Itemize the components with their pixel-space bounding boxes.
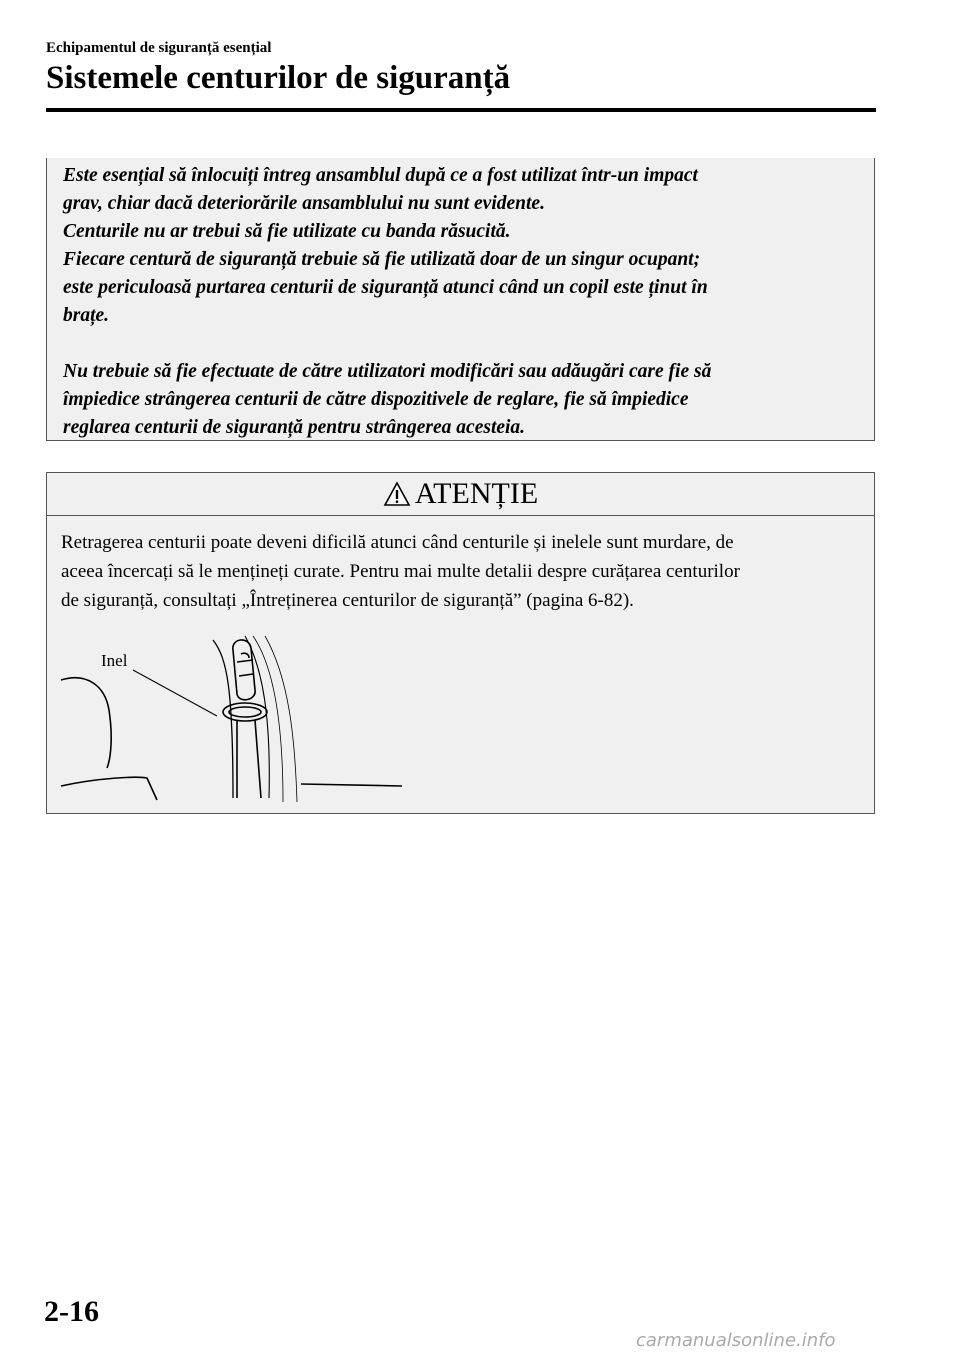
warning-triangle-icon bbox=[383, 481, 411, 507]
warning-line: reglarea centurii de siguranță pentru strângerea acesteia. bbox=[63, 417, 526, 438]
warning-line: Nu trebuie să fie efectuate de către utilizatori modificări sau adăugări care fie să bbox=[63, 361, 712, 382]
warning-line: Este esențial să înlocuiți întreg ansamblul după ce a fost utilizat într-un impact bbox=[63, 165, 698, 186]
section-label: Echipamentul de siguranță esențial bbox=[46, 40, 272, 56]
page-number: 2-16 bbox=[44, 1295, 99, 1328]
warning-line: Centurile nu ar trebui să fie utilizate cu banda răsucită. bbox=[63, 221, 511, 242]
seat-belt-ring-illustration bbox=[57, 628, 457, 808]
caution-line: aceea încercați să le mențineți curate. Pentru mai multe detalii despre curățarea centurilor bbox=[61, 561, 740, 582]
page-title: Sistemele centurilor de siguranță bbox=[46, 60, 511, 96]
warning-line: împiedice strângerea centurii de către dispozitivele de reglare, fie să împiedice bbox=[63, 389, 689, 410]
ring-label: Inel bbox=[101, 651, 128, 670]
warning-line: este periculoasă purtarea centurii de siguranță atunci când un copil este ținut în bbox=[63, 277, 708, 298]
caution-line: Retragerea centurii poate deveni dificilă atunci când centurile și inelele sunt murdare, de bbox=[61, 532, 734, 553]
title-rule bbox=[46, 108, 876, 112]
warning-line: brațe. bbox=[63, 305, 110, 326]
warning-continued-box bbox=[46, 158, 875, 441]
caution-box bbox=[46, 472, 875, 814]
caution-title: ATENȚIE bbox=[414, 477, 539, 510]
caution-line: de siguranță, consultați „Întreținerea centurilor de siguranță” (pagina 6-82). bbox=[61, 590, 634, 611]
caution-text bbox=[61, 528, 861, 615]
warning-text bbox=[63, 162, 863, 442]
caution-header bbox=[47, 473, 874, 516]
warning-line: Fiecare centură de siguranță trebuie să fie utilizată doar de un singur ocupant; bbox=[63, 249, 701, 270]
warning-line: grav, chiar dacă deteriorările ansamblului nu sunt evidente. bbox=[63, 193, 545, 214]
watermark: carmanualsonline.info bbox=[636, 1330, 836, 1351]
